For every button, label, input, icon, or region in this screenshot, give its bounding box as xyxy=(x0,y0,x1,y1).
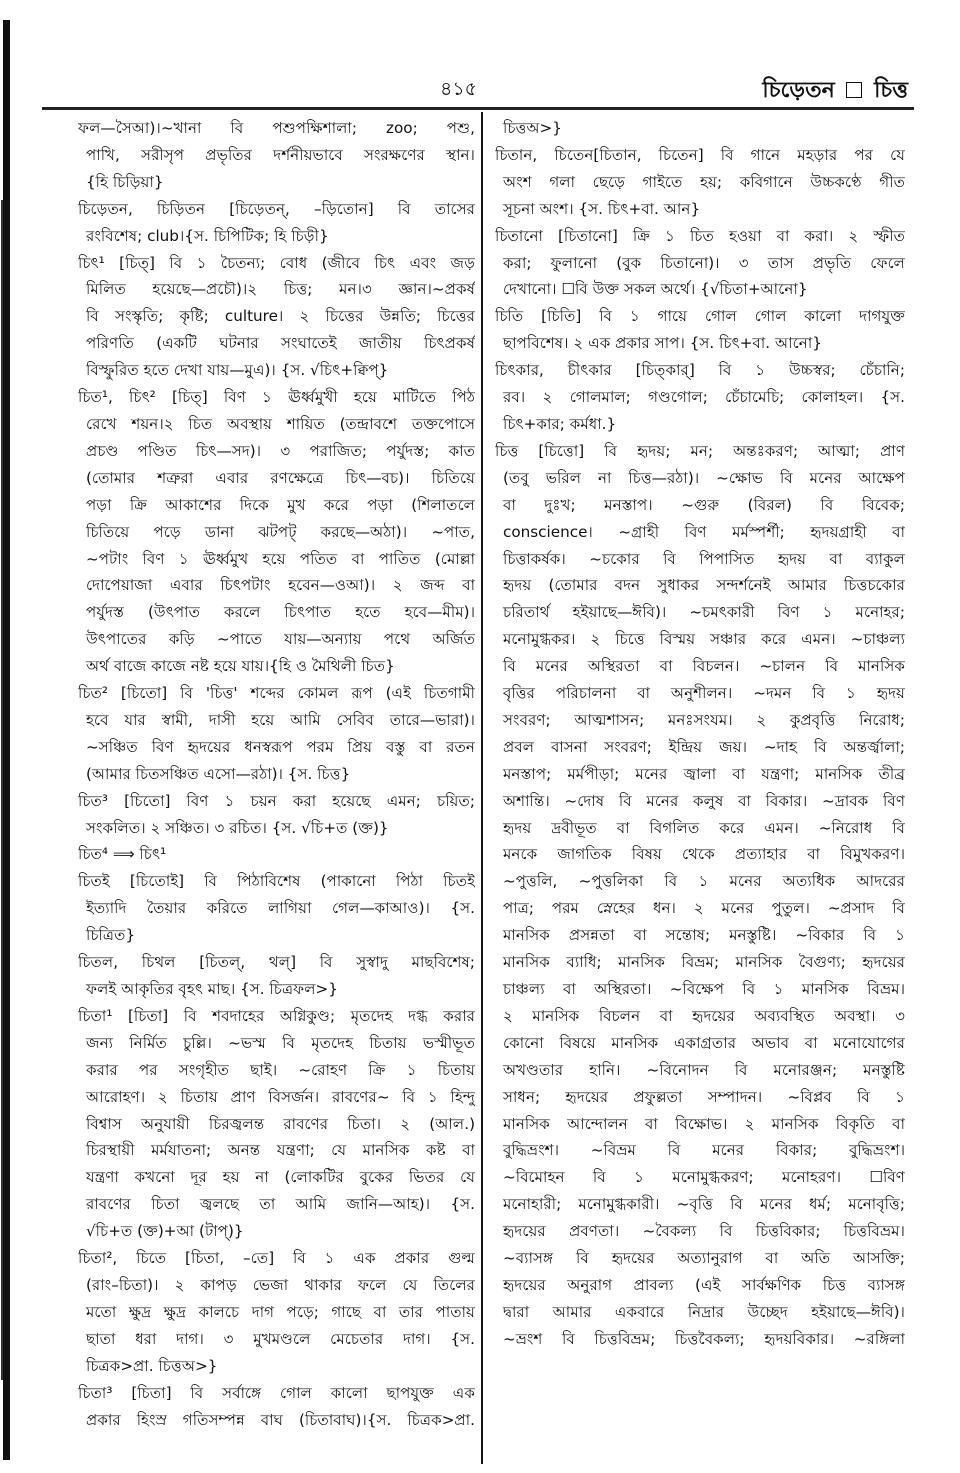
header-rule xyxy=(42,107,914,110)
dictionary-line: চাঞ্চল্য বা অস্থিরতা। ~বিক্ষেপ বি ১ মানসিক বিভ্রম। xyxy=(503,980,905,998)
dictionary-entry-headline: চিতই [চিতোই] বি পিঠাবিশেষ (পাকানো পিঠা চিতই xyxy=(78,872,475,891)
dictionary-entry-headline: চিৎকার, চীৎকার [চিত্কার্] বি ১ উচ্চস্বর; চেঁচানি; xyxy=(495,361,905,380)
dictionary-line: মতো ক্ষুদ্র ক্ষুদ্র কালচে দাগ পড়ে; গাছে বা তার পাতায় xyxy=(86,1302,475,1321)
dictionary-line: মনোহারী; মনোমুগ্ধকারী। ~বৃত্তি বি মনের ধর্ম; মনোবৃত্তি; xyxy=(503,1195,905,1214)
dictionary-line: হবে যার স্বামী, দাসী হয়ে আমি সেবিব তারে—ভারা)। xyxy=(86,710,475,729)
dictionary-line: বিশ্বাস অনুযায়ী চিরজ্বলন্ত রাবণের চিতা। ২ (আল.) xyxy=(86,1114,475,1133)
dictionary-line: বি সংস্কৃতি; কৃষ্টি; culture। ২ চিত্তের উন্নতি; চিত্তের xyxy=(86,307,475,326)
dictionary-line: √চি+ত (ক্ত)+আ (টাপ্)} xyxy=(86,1222,244,1241)
dictionary-line: চিত্তাকর্ষক। ~চকোর বি পিপাসিত হৃদয় বা ব্যাকুল xyxy=(503,549,905,568)
dictionary-line: বিস্ফুরিত হতে দেখা যায়—মুএ)। {স. √চিৎ+ক্বিপ্} xyxy=(86,361,389,380)
dictionary-line: বা দুঃখ; মনস্তাপ। ~গুরু (বিরল) বি বিবেক; xyxy=(503,495,905,514)
column-divider xyxy=(481,112,483,1464)
dictionary-entry-headline: ফল—সৈআ)।~খানা বি পশুপক্ষিশালা; zoo; পশু, xyxy=(78,119,475,137)
dictionary-entry-headline: চিত⁴ ⟹ চিৎ¹ xyxy=(78,845,167,864)
dictionary-line: সংবরণ; আত্মশাসন; মনঃসংযম। ২ কুপ্রবৃত্তি নিরোধ; xyxy=(503,710,905,729)
dictionary-line: ফলই আকৃতির বৃহৎ মাছ। {স. চিত্রফল>} xyxy=(86,980,338,998)
dictionary-entry-headline: চিতানো [চিতানো] ক্রি ১ চিত হওয়া বা করা। ২ স্ফীত xyxy=(495,226,905,245)
dictionary-line: পড়া ক্রি আকাশের দিকে মুখ করে পড়া (শিলাতলে xyxy=(86,495,475,514)
dictionary-line: পর্যুদস্ত (উৎপাত করলে চিৎপাত হতে হবে—মীম)। xyxy=(86,603,475,622)
dictionary-entry-headline: চিত² [চিতো] বি 'চিত্ত' শব্দের কোমল রূপ (এই চিতগামী xyxy=(78,684,475,703)
dictionary-line: মানসিক ব্যাধি; মানসিক বিভ্রম; মানসিক বৈগুণ্য; হৃদয়ের xyxy=(503,953,905,972)
dictionary-entry-headline: চিতি [চিতি] বি ১ গায়ে গোল গোল কালো দাগযুক্ত xyxy=(495,307,905,326)
dictionary-line: আরোহণ। ২ চিতায় প্রাণ বিসর্জন। রাবণের~ বি ১ হিন্দু xyxy=(86,1087,475,1106)
dictionary-line: হৃদয় (তোমার বদন সুধাকর সন্দর্শনেই আমার চিত্তচকোর xyxy=(503,576,905,595)
dictionary-line: ইত্যাদি তৈয়ার করিতে লাগিয়া গেল—কাআও)। {স. xyxy=(86,899,475,918)
dictionary-line: রাবণের চিতা জ্বলছে তা আমি জানি—আহ)। {স. xyxy=(86,1195,475,1214)
dictionary-entry-headline: চিতান, চিতেন[চিতান, চিতেন] বি গানে মহড়ার পর যে xyxy=(495,145,905,164)
dictionary-line: দেখানো। ☐বি উক্ত সকল অর্থে। {√চিতা+আনো} xyxy=(503,280,808,299)
dictionary-line: ~বিমোহন বি ১ মনোমুগ্ধকরণ; মনোহরণ। ☐বিণ xyxy=(503,1168,905,1187)
dictionary-line: করা; ফুলানো (বুক চিতানো)। ৩ তাস প্রভৃতি ফেলে xyxy=(503,253,905,272)
dictionary-line: ~পটাং বিণ ১ ঊর্ধ্বমুখ হয়ে পতিত বা পাতিত (মোল্লা xyxy=(86,549,475,568)
dictionary-line: অশান্তি। ~দোষ বি মনের কলুষ বা বিকার। ~দ্রাবক বিণ xyxy=(503,791,905,810)
dictionary-line: conscience। ~গ্রাহী বিণ মর্মস্পর্শী; হৃদয়গ্রাহী বা xyxy=(503,522,905,541)
dictionary-line: পরিণতি (একটি ঘটনার সংঘাতেই জাতীয় চিৎপ্রকর্ষ xyxy=(86,334,475,353)
dictionary-line: করার পর সংগৃহীত ছাই। ~রোহণ ক্রি ১ চিতায় xyxy=(86,1060,475,1079)
dictionary-line: বুদ্ধিভ্রংশ। ~বিভ্রম বি মনের বিকার; বুদ্ধিভ্রংশ। xyxy=(503,1141,905,1160)
dictionary-line: প্রবল বাসনা সংবরণ; ইন্দ্রিয় জয়। ~দাহ বি অন্তর্জ্বালা; xyxy=(503,737,905,756)
dictionary-line: হৃদয় দ্রবীভূত বা বিগলিত করে এমন। ~নিরোধ বি xyxy=(503,818,905,837)
dictionary-line: চিরস্থায়ী মর্মযাতনা; অনন্ত যন্ত্রণা; যে মানসিক কষ্ট বা xyxy=(86,1141,475,1160)
square-separator-icon xyxy=(846,82,862,98)
dictionary-line: রংবিশেষ; club।{স. চিপিটিক; হি চিড়ী} xyxy=(86,226,329,245)
dictionary-line: ২ মানসিক বিচলন বা হৃদয়ের অব্যবস্থিত অবস্থা। ৩ xyxy=(503,1006,905,1025)
dictionary-line: দোপেয়াজা এবার চিৎপটাং হবেন—ওআ)। ২ জব্দ বা xyxy=(86,576,475,595)
dictionary-line: যন্ত্রণা কখনো দূর হয় না (লোকটির বুকের ভিতর যে xyxy=(86,1168,475,1187)
page-binding-shadow xyxy=(1,200,3,1380)
dictionary-line: মানসিক প্রসন্নতা বা সন্তোষ; মনস্তুষ্টি। ~বিকার বি ১ xyxy=(503,926,905,945)
dictionary-line: মিলিত হয়েছে—প্রচৌ)।২ চিত্ত; মন।৩ জ্ঞান।~প্রকর্ষ xyxy=(86,280,475,299)
dictionary-line: মনোমুগ্ধকর। ২ চিত্তে বিস্ময় সঞ্চার করে এমন। ~চাঞ্চল্য xyxy=(503,630,905,649)
dictionary-line: (রাং–চিতা)। ২ কাপড় ভেজা থাকার ফলে যে তিলের xyxy=(86,1275,475,1294)
dictionary-line: ~পুত্তলি, ~পুত্তলিকা বি ১ মনের অত্যধিক আদরের xyxy=(503,872,905,891)
dictionary-line: ~ভ্রংশ বি চিত্তবিভ্রম; চিত্তবৈকল্য; হৃদয়বিকার। ~রঙ্গিলা xyxy=(503,1329,905,1348)
dictionary-line: {হি চিড়িয়া} xyxy=(86,172,164,191)
dictionary-entry-headline: চিতা³ [চিতা] বি সর্বাঙ্গে গোল কালো ছাপযুক্ত এক xyxy=(78,1383,475,1402)
dictionary-line: প্রকার হিংস্র গতিসম্পন্ন বাঘ (চিতাবাঘ)।{স. চিত্রক>প্রা. xyxy=(86,1410,475,1429)
dictionary-entry-headline: চিত্ত [চিত্তো] বি হৃদয়; মন; অন্তঃকরণ; আত্মা; প্রাণ xyxy=(495,441,905,460)
dictionary-line: চিতিয়ে পড়ে ডানা ঝটপট্ করছে—অঠা)। ~পাত, xyxy=(86,522,475,541)
dictionary-line: উৎপাতের কড়ি ~পাতে যায়—অন্যায় পথে অর্জিত xyxy=(86,630,475,649)
dictionary-line: পাখি, সরীসৃপ প্রভৃতির দর্শনীয়ভাবে সংরক্ষণের স্থান। xyxy=(86,145,475,164)
dictionary-line: সংকলিত। ২ সঞ্চিত। ৩ রচিত। {স. √চি+ত (ক্ত)} xyxy=(86,818,389,837)
dictionary-line: চরিতার্থ হইয়াছে—ঈবি)। ~চমৎকারী বিণ ১ মনোহর; xyxy=(503,603,905,622)
dictionary-line: অংশ গলা ছেড়ে গাইতে হয়; কবিগানে উচ্চকণ্ঠে গীত xyxy=(503,172,905,191)
dictionary-entry-headline: চিতল, চিথল [চিতল্, থল্] বি সুস্বাদু মাছবিশেষ; xyxy=(78,953,475,972)
dictionary-entry-headline: চিৎ¹ [চিত্] বি ১ চৈতন্য; বোধ (জীবে চিৎ এবং জড় xyxy=(78,253,475,272)
dictionary-line: দ্বারা আমার একবারে নিদ্রার উচ্ছেদ হইয়াছে—ঈবি)। xyxy=(503,1302,905,1321)
right-column xyxy=(495,115,905,1353)
dictionary-line: বৃত্তির পরিচালনা বা অনুশীলন। ~দমন বি ১ হৃদয় xyxy=(503,684,905,703)
dictionary-entry-headline: চিতা¹ [চিতা] বি শবদাহের অগ্নিকুণ্ড; মৃতদেহ দগ্ধ করার xyxy=(78,1006,475,1025)
dictionary-line: চিৎ+কার; কর্মধা.} xyxy=(503,414,617,433)
dictionary-line: পাত্র; পরম স্নেহের ধন। ২ মনের পুতুল। ~প্রসাদ বি xyxy=(503,899,905,918)
dictionary-line: ছাতা ধরা দাগ। ৩ মুখমণ্ডলে মেচেতার দাগ। {স. xyxy=(86,1329,475,1348)
dictionary-line: মনস্তাপ; মর্মপীড়া; মনের জ্বালা বা যন্ত্রণা; মানসিক তীব্র xyxy=(503,764,905,783)
dictionary-line: মনকে জাগতিক বিষয় থেকে প্রত্যাহার বা বিমুখকরণ। xyxy=(503,845,905,864)
running-head xyxy=(762,73,908,110)
dictionary-line: চিত্তঅ>} xyxy=(503,119,562,137)
dictionary-entry-headline: চিত¹, চিৎ² [চিত্] বিণ ১ ঊর্ধ্বমুখী হয়ে মাটিতে পিঠ xyxy=(78,388,475,407)
dictionary-line: বি মনের অস্থিরতা বা বিচলন। ~চালন বি মানসিক xyxy=(503,657,905,676)
dictionary-line: মানসিক আন্দোলন বা বিক্ষোভ। ২ মানসিক বিকৃতি বা xyxy=(503,1114,905,1133)
dictionary-entry-headline: চিতা², চিতে [চিতা, –তে] বি ১ এক প্রকার গুল্ম xyxy=(78,1249,475,1268)
dictionary-line: রেখে শয়ন।২ চিত অবস্থায় শায়িত (তন্দ্রাবশে তক্তপোসে xyxy=(86,414,475,433)
dictionary-line: ছাপবিশেষ। ২ এক প্রকার সাপ। {স. চিৎ+বা. আনো} xyxy=(503,334,822,353)
page-number: ৪১৫ xyxy=(440,78,477,100)
page-binding-edge xyxy=(3,20,10,1460)
dictionary-line: অর্থ বাজে কাজে নষ্ট হয়ে যায়।{হি ও মৈথিলী চিত} xyxy=(86,657,395,676)
dictionary-line: (তবু ভরিল না চিত্ত—রঠা)। ~ক্ষোভ বি মনের আক্ষেপ xyxy=(503,468,905,487)
left-column xyxy=(78,115,475,1433)
dictionary-entry-headline: চিড়েতন, চিড়িতন [চিড়েতন্, –ড়িতোন] বি তাসের xyxy=(78,199,475,218)
dictionary-line: সাধন; হৃদয়ের প্রফুল্লতা সম্পাদন। ~বিপ্লব বি ১ xyxy=(503,1087,905,1106)
dictionary-line: অখণ্ডতার হানি। ~বিনোদন বি মনোরঞ্জন; মনস্তুষ্টি xyxy=(503,1060,905,1079)
dictionary-line: ~সঞ্চিত বিণ হৃদয়ের ধনস্বরূপ পরম প্রিয় বস্তু বা রতন xyxy=(86,737,475,756)
running-head-last-word: চিত্ত xyxy=(874,78,908,103)
running-head-first-word: চিড়েতন xyxy=(762,78,835,103)
dictionary-line: হৃদয়ের প্রবণতা। ~বৈকল্য বি চিত্তবিকার; চিত্তবিভ্রম। xyxy=(503,1222,905,1241)
dictionary-entry-headline: চিত³ [চিতো] বিণ ১ চয়ন করা হয়েছে এমন; চয়িত; xyxy=(78,791,475,810)
dictionary-line: চিত্রিত} xyxy=(86,926,136,945)
dictionary-line: চিত্রক>প্রা. চিত্তঅ>} xyxy=(86,1356,218,1375)
dictionary-line: (তোমার শত্রুরা এবার রণক্ষেত্রে চিৎ—বচ)। চিতিয়ে xyxy=(86,468,475,487)
page-header xyxy=(0,75,960,105)
dictionary-line: জন্য নির্মিত চুল্লি। ~ভস্ম বি মৃতদেহ চিতায় ভস্মীভূত xyxy=(86,1033,475,1052)
dictionary-line: হৃদয়ের অনুরাগ প্রাবল্য (এই সার্বক্ষণিক চিত্ত ব্যাসঙ্গ xyxy=(503,1275,905,1294)
dictionary-line: (আমার চিতসঞ্চিত এসো—রঠা)। {স. চিত্ত} xyxy=(86,764,351,783)
dictionary-line: ~ব্যাসঙ্গ বি হৃদয়ের অত্যানুরাগ বা অতি আসক্তি; xyxy=(503,1249,905,1268)
dictionary-line: প্রচণ্ড পণ্ডিত চিৎ—সদ)। ৩ পরাজিত; পর্যুদস্ত; কাত xyxy=(86,441,475,460)
dictionary-line: সূচনা অংশ। {স. চিৎ+বা. আন} xyxy=(503,199,701,218)
dictionary-line: রব। ২ গোলমাল; গণ্ডগোল; চেঁচামেচি; কোলাহল। {স. xyxy=(503,388,905,407)
dictionary-line: কোনো বিষয়ে মানসিক একাগ্রতার অভাব বা মনোযোগের xyxy=(503,1033,905,1052)
